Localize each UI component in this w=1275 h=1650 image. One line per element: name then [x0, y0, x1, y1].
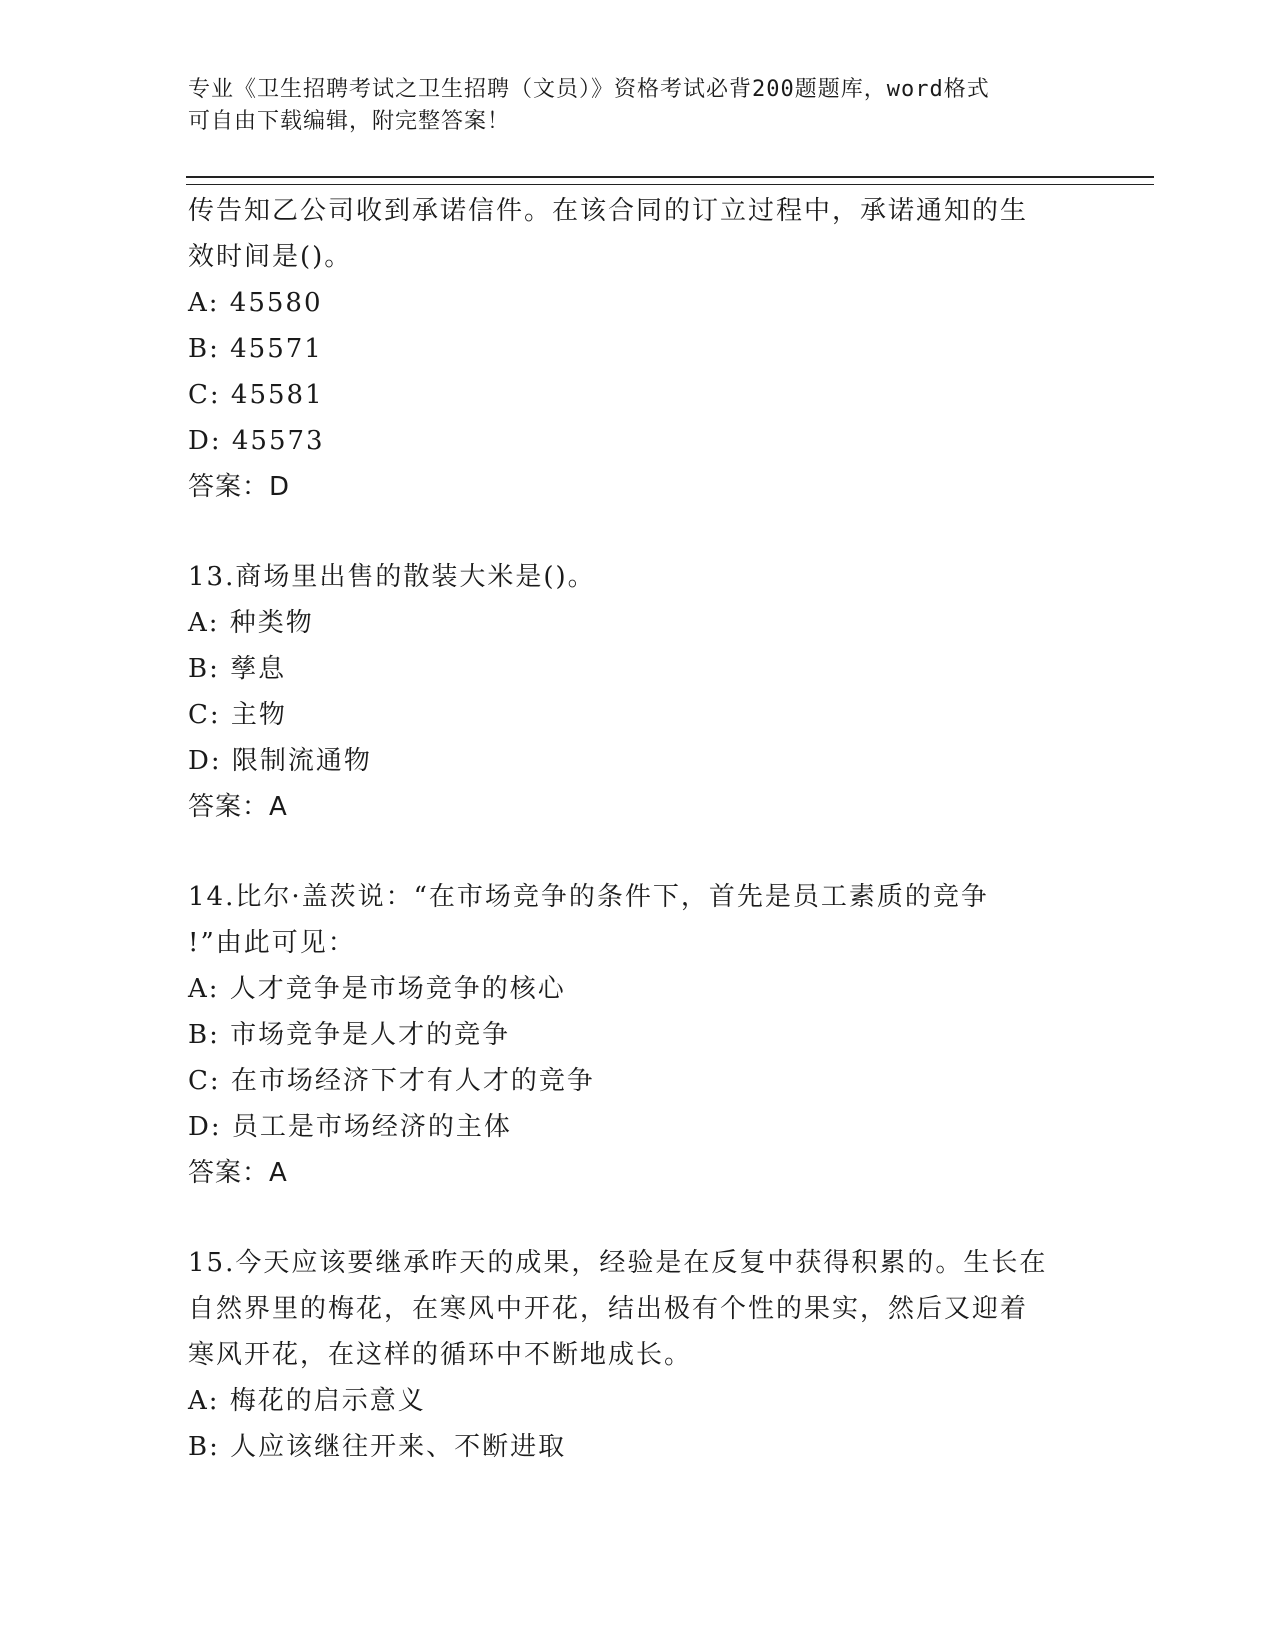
option-d: D: 限制流通物 [188, 746, 372, 776]
question-13 [188, 554, 1068, 830]
question-text: 14.比尔·盖茨说：“在市场竞争的条件下，首先是员工素质的竞争 [188, 882, 989, 912]
question-12-continued [188, 188, 1068, 510]
question-text: 寒风开花，在这样的循环中不断地成长。 [188, 1340, 693, 1370]
question-14 [188, 874, 1068, 1196]
option-a: A: 种类物 [188, 608, 314, 638]
header-title-line-1: 专业《卫生招聘考试之卫生招聘（文员）》资格考试必背200题题库，word格式 [188, 77, 990, 102]
answer: 答案：A [188, 1158, 288, 1188]
option-a: A: 梅花的启示意义 [188, 1386, 426, 1416]
option-b: B: 市场竞争是人才的竞争 [188, 1020, 511, 1050]
option-c: C: 45581 [188, 380, 324, 410]
header-divider [186, 176, 1154, 185]
option-a: A: 45580 [188, 288, 323, 318]
option-c: C: 在市场经济下才有人才的竞争 [188, 1066, 595, 1096]
question-text: 效时间是()。 [188, 242, 353, 272]
question-15 [188, 1240, 1068, 1470]
spacer [188, 830, 1068, 874]
option-b: B: 45571 [188, 334, 323, 364]
document-header [188, 74, 1088, 138]
option-c: C: 主物 [188, 700, 287, 730]
answer: 答案：A [188, 792, 288, 822]
option-d: D: 员工是市场经济的主体 [188, 1112, 512, 1142]
answer: 答案：D [188, 472, 291, 502]
question-text: 传告知乙公司收到承诺信件。在该合同的订立过程中，承诺通知的生 [188, 196, 1029, 226]
spacer [188, 1196, 1068, 1240]
option-b: B: 孳息 [188, 654, 287, 684]
option-d: D: 45573 [188, 426, 325, 456]
option-a: A: 人才竞争是市场竞争的核心 [188, 974, 566, 1004]
question-text: 13.商场里出售的散装大米是()。 [188, 562, 596, 592]
question-text: !”由此可见： [188, 928, 356, 958]
spacer [188, 510, 1068, 554]
question-text: 自然界里的梅花，在寒风中开花，结出极有个性的果实，然后又迎着 [188, 1294, 1029, 1324]
question-text: 15.今天应该要继承昨天的成果，经验是在反复中获得积累的。生长在 [188, 1248, 1048, 1278]
option-b: B: 人应该继往开来、不断进取 [188, 1432, 567, 1462]
question-list [188, 188, 1068, 1470]
header-title-line-2: 可自由下载编辑，附完整答案！ [188, 109, 511, 134]
